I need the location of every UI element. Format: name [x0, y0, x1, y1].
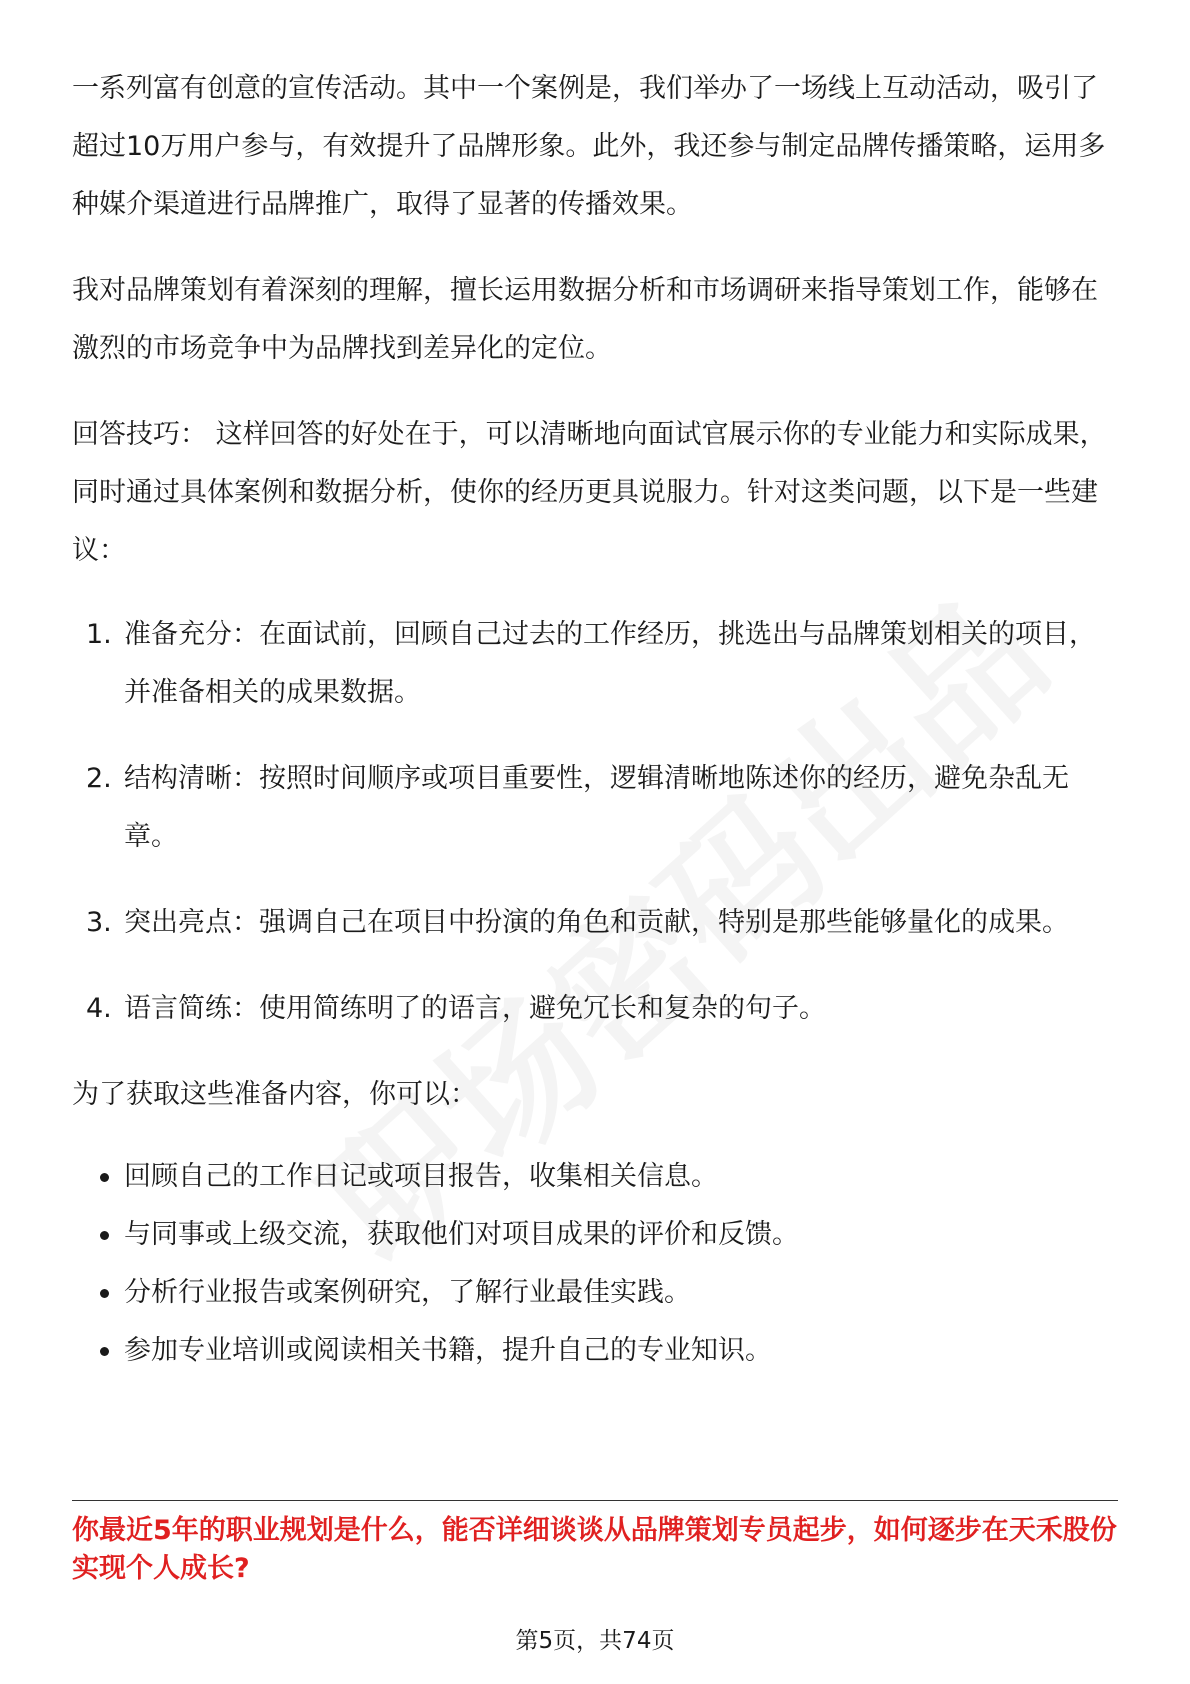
bullet-item: [72, 1264, 1118, 1322]
item-text: 突出亮点：强调自己在项目中扮演的角色和贡献，特别是那些能够量化的成果。: [124, 907, 1069, 938]
numbered-item: [72, 894, 1118, 952]
numbered-item: [72, 980, 1118, 1038]
item-number: 3.: [86, 907, 112, 938]
bullet-list: [72, 1148, 1118, 1380]
numbered-list: [72, 606, 1118, 1038]
paragraph-case: 一系列富有创意的宣传活动。其中一个案例是，我们举办了一场线上互动活动，吸引了超过10万用户参与，有效提升了品牌形象。此外，我还参与制定品牌传播策略，运用多种媒介渠道进行品牌推广，取得了显著的传播效果。: [72, 73, 1106, 220]
bullet-item: [72, 1322, 1118, 1380]
item-text: 准备充分：在面试前，回顾自己过去的工作经历，挑选出与品牌策划相关的项目，并准备相关的成果数据。: [124, 619, 1096, 708]
bullet-icon: [100, 1231, 109, 1240]
paragraph-understanding: 我对品牌策划有着深刻的理解，擅长运用数据分析和市场调研来指导策划工作，能够在激烈的市场竞争中为品牌找到差异化的定位。: [72, 275, 1098, 364]
bullet-text: 分析行业报告或案例研究，了解行业最佳实践。: [124, 1277, 691, 1308]
item-number: 4.: [86, 993, 112, 1024]
bullet-icon: [100, 1289, 109, 1298]
numbered-item: [72, 606, 1118, 722]
item-text: 语言简练：使用简练明了的语言，避免冗长和复杂的句子。: [124, 993, 826, 1024]
divider: [72, 1500, 1118, 1501]
bullet-item: [72, 1148, 1118, 1206]
item-number: 1.: [86, 619, 112, 650]
bullet-text: 参加专业培训或阅读相关书籍，提升自己的专业知识。: [124, 1335, 772, 1366]
bullet-text: 回顾自己的工作日记或项目报告，收集相关信息。: [124, 1161, 718, 1192]
paragraph-tips: 回答技巧： 这样回答的好处在于，可以清晰地向面试官展示你的专业能力和实际成果，同时通过具体案例和数据分析，使你的经历更具说服力。针对这类问题，以下是一些建议：: [72, 419, 1107, 566]
document-body: [72, 60, 1118, 1380]
bullet-item: [72, 1206, 1118, 1264]
item-text: 结构清晰：按照时间顺序或项目重要性，逻辑清晰地陈述你的经历，避免杂乱无章。: [124, 763, 1069, 852]
next-question-heading: 你最近5年的职业规划是什么，能否详细谈谈从品牌策划专员起步，如何逐步在天禾股份实现个人成长?: [72, 1515, 1117, 1584]
item-number: 2.: [86, 763, 112, 794]
paragraph-bullets-intro: 为了获取这些准备内容，你可以：: [72, 1079, 477, 1110]
bullet-icon: [100, 1347, 109, 1356]
numbered-item: [72, 750, 1118, 866]
page-number: 第5页，共74页: [515, 1628, 675, 1654]
bullet-text: 与同事或上级交流，获取他们对项目成果的评价和反馈。: [124, 1219, 799, 1250]
bullet-icon: [100, 1173, 109, 1182]
